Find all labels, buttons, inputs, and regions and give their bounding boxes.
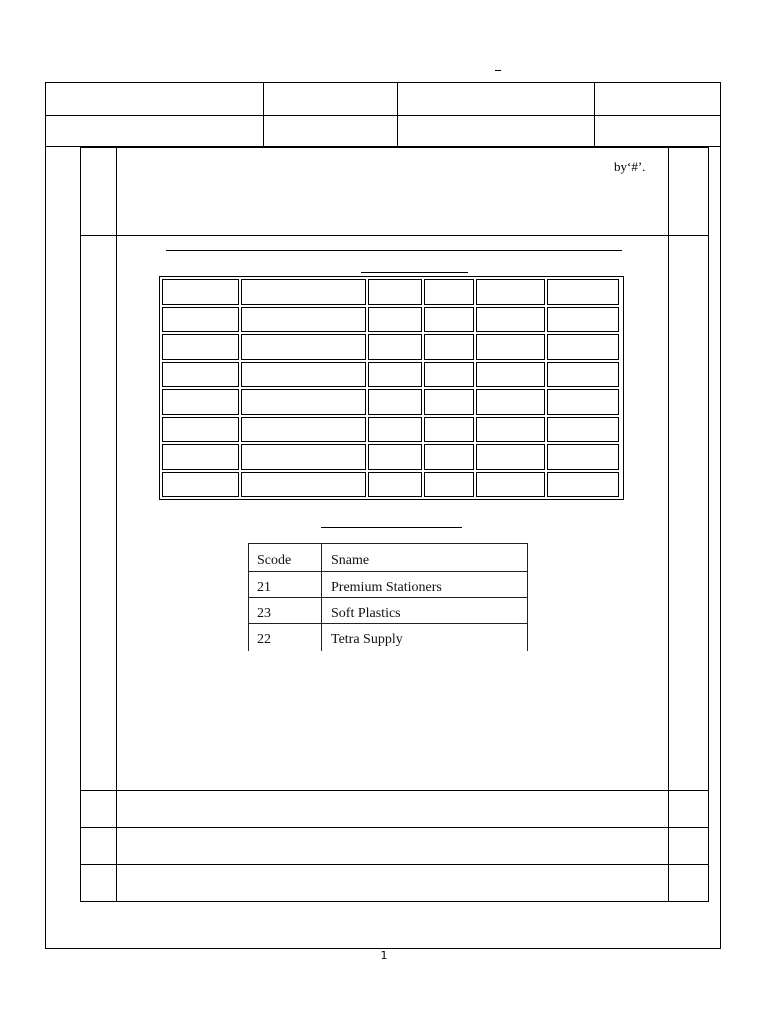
- grid-cell: [424, 444, 474, 470]
- grid-cell: [368, 389, 422, 415]
- grid-cell: [424, 279, 474, 305]
- grid-cell: [547, 307, 619, 333]
- t2-cell-scode: 23: [257, 606, 271, 621]
- grid-cell: [241, 279, 366, 305]
- table1-title-rule: [361, 272, 468, 273]
- grid-cell: [368, 472, 422, 498]
- supplier-table: [248, 543, 528, 651]
- grid-cell: [424, 362, 474, 388]
- grid-cell: [424, 472, 474, 498]
- t2-cell-sname: Premium Stationers: [331, 580, 442, 595]
- grid-cell: [241, 307, 366, 333]
- row-divider-4: [81, 864, 708, 865]
- grid-cell: [476, 307, 545, 333]
- grid-cell: [162, 362, 239, 388]
- t2-cell-sname: Soft Plastics: [331, 606, 401, 621]
- header-col-divider-1: [263, 83, 264, 146]
- grid-cell: [547, 389, 619, 415]
- table2-title-rule: [321, 527, 462, 528]
- page-number: 1: [380, 949, 388, 962]
- row-divider-1: [81, 235, 708, 236]
- grid-cell: [547, 472, 619, 498]
- grid-cell: [162, 307, 239, 333]
- grid-cell: [547, 417, 619, 443]
- grid-cell: [241, 362, 366, 388]
- header-grid: [45, 82, 721, 147]
- row-divider-3: [81, 827, 708, 828]
- grid-cell: [162, 417, 239, 443]
- t2-header-scode: Scode: [257, 553, 292, 568]
- grid-cell: [476, 279, 545, 305]
- grid-cell: [368, 417, 422, 443]
- grid-cell: [241, 389, 366, 415]
- grid-cell: [368, 279, 422, 305]
- t2-cell-sname: Tetra Supply: [331, 632, 403, 647]
- t2-row-divider-3: [248, 623, 528, 624]
- grid-cell: [476, 417, 545, 443]
- question-box: [80, 147, 709, 902]
- grid-cell: [241, 472, 366, 498]
- marks-column-divider: [668, 148, 669, 901]
- header-col-divider-2: [397, 83, 398, 146]
- grid-cell: [162, 444, 239, 470]
- t2-cell-scode: 21: [257, 580, 271, 595]
- grid-cell: [368, 307, 422, 333]
- t2-row-divider-2: [248, 597, 528, 598]
- t2-row-divider-1: [248, 571, 528, 572]
- number-column-divider: [116, 148, 117, 901]
- grid-cell: [241, 417, 366, 443]
- grid-cell: [547, 279, 619, 305]
- header-row-divider: [46, 115, 720, 116]
- grid-cell: [424, 334, 474, 360]
- header-dash-mark: [495, 70, 501, 71]
- grid-cell: [368, 334, 422, 360]
- grid-cell: [424, 307, 474, 333]
- t2-top-border: [248, 543, 528, 544]
- grid-cell: [547, 362, 619, 388]
- grid-cell: [547, 334, 619, 360]
- section-rule: [166, 250, 622, 251]
- empty-grid-table: [159, 276, 624, 500]
- grid-cell: [476, 444, 545, 470]
- header-col-divider-3: [594, 83, 595, 146]
- grid-cell: [476, 334, 545, 360]
- grid-cell: [241, 444, 366, 470]
- grid-cell: [162, 389, 239, 415]
- grid-cell: [162, 279, 239, 305]
- t2-header-sname: Sname: [331, 553, 370, 568]
- grid-cell: [162, 472, 239, 498]
- question-note: by‘#’.: [614, 159, 646, 174]
- grid-cell: [368, 444, 422, 470]
- grid-cell: [241, 334, 366, 360]
- grid-cell: [424, 417, 474, 443]
- grid-cell: [476, 389, 545, 415]
- grid-cell: [424, 389, 474, 415]
- grid-cell: [476, 472, 545, 498]
- row-divider-2: [81, 790, 708, 791]
- grid-cell: [162, 334, 239, 360]
- grid-cell: [547, 444, 619, 470]
- t2-cell-scode: 22: [257, 632, 271, 647]
- grid-cell: [476, 362, 545, 388]
- grid-cell: [368, 362, 422, 388]
